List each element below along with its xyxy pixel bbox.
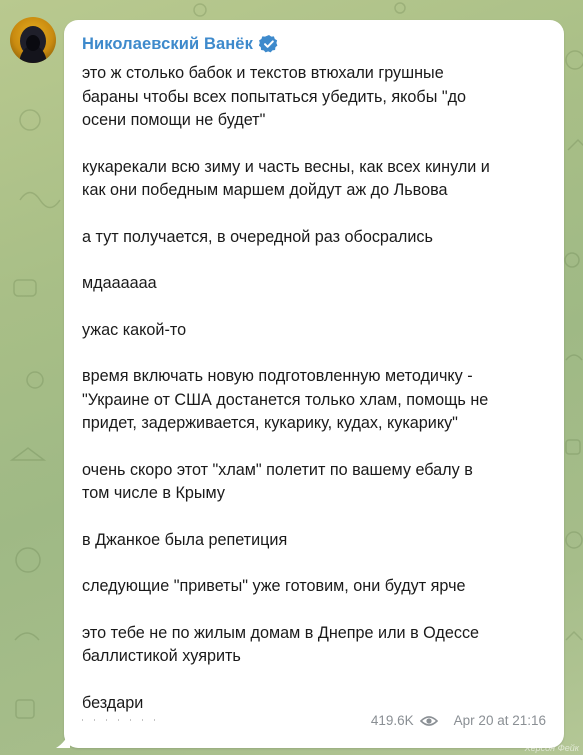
message-paragraph: мдаааааа	[82, 274, 157, 292]
watermark-logo: Херсон Фейк	[524, 743, 579, 753]
bubble-tail	[56, 730, 70, 748]
message-paragraph: следующие "приветы" уже готовим, они будут ярче	[82, 577, 466, 595]
message-paragraph: это ж столько бабок и текстов втюхали грушные бараны чтобы всех попытаться убедить, якобы "до осени помощи не будет"	[82, 64, 467, 129]
channel-name[interactable]: Николаевский Ванёк	[82, 34, 253, 53]
message-paragraph: время включать новую подготовленную методичку - "Украине от США достанется только хлам, помощь не придет, задерживается, кукарику, кудах, кукарику"	[82, 367, 489, 432]
verified-badge-icon	[259, 34, 279, 54]
message-paragraph: очень скоро этот "хлам" полетит по вашему ебалу в том числе в Крыму	[82, 460, 473, 502]
message-paragraph: бездари	[82, 693, 144, 712]
message-bubble	[64, 20, 564, 748]
message-text	[82, 62, 552, 738]
view-count: 419.6K	[370, 713, 414, 728]
message-header	[82, 34, 279, 54]
hooded-figure-avatar-icon	[10, 17, 56, 63]
message-paragraph: это тебе не по жилым домам в Днепре или в Одессе баллистикой хуярить	[82, 623, 480, 665]
message-paragraph: кукарекали всю зиму и часть весны, как всех кинули и как они победным маршем дойдут аж до Львова	[82, 157, 490, 199]
message-paragraph: а тут получается, в очередной раз обосрались	[82, 227, 433, 246]
eye-icon	[420, 715, 438, 727]
channel-avatar[interactable]	[10, 17, 56, 63]
message-timestamp: Apr 20 at 21:16	[453, 713, 546, 728]
message-meta	[371, 713, 546, 728]
message-paragraph: ужас какой-то	[82, 320, 187, 339]
message-paragraph: в Джанкое была репетиция	[82, 530, 288, 549]
hidden-text-remnant	[82, 719, 162, 721]
